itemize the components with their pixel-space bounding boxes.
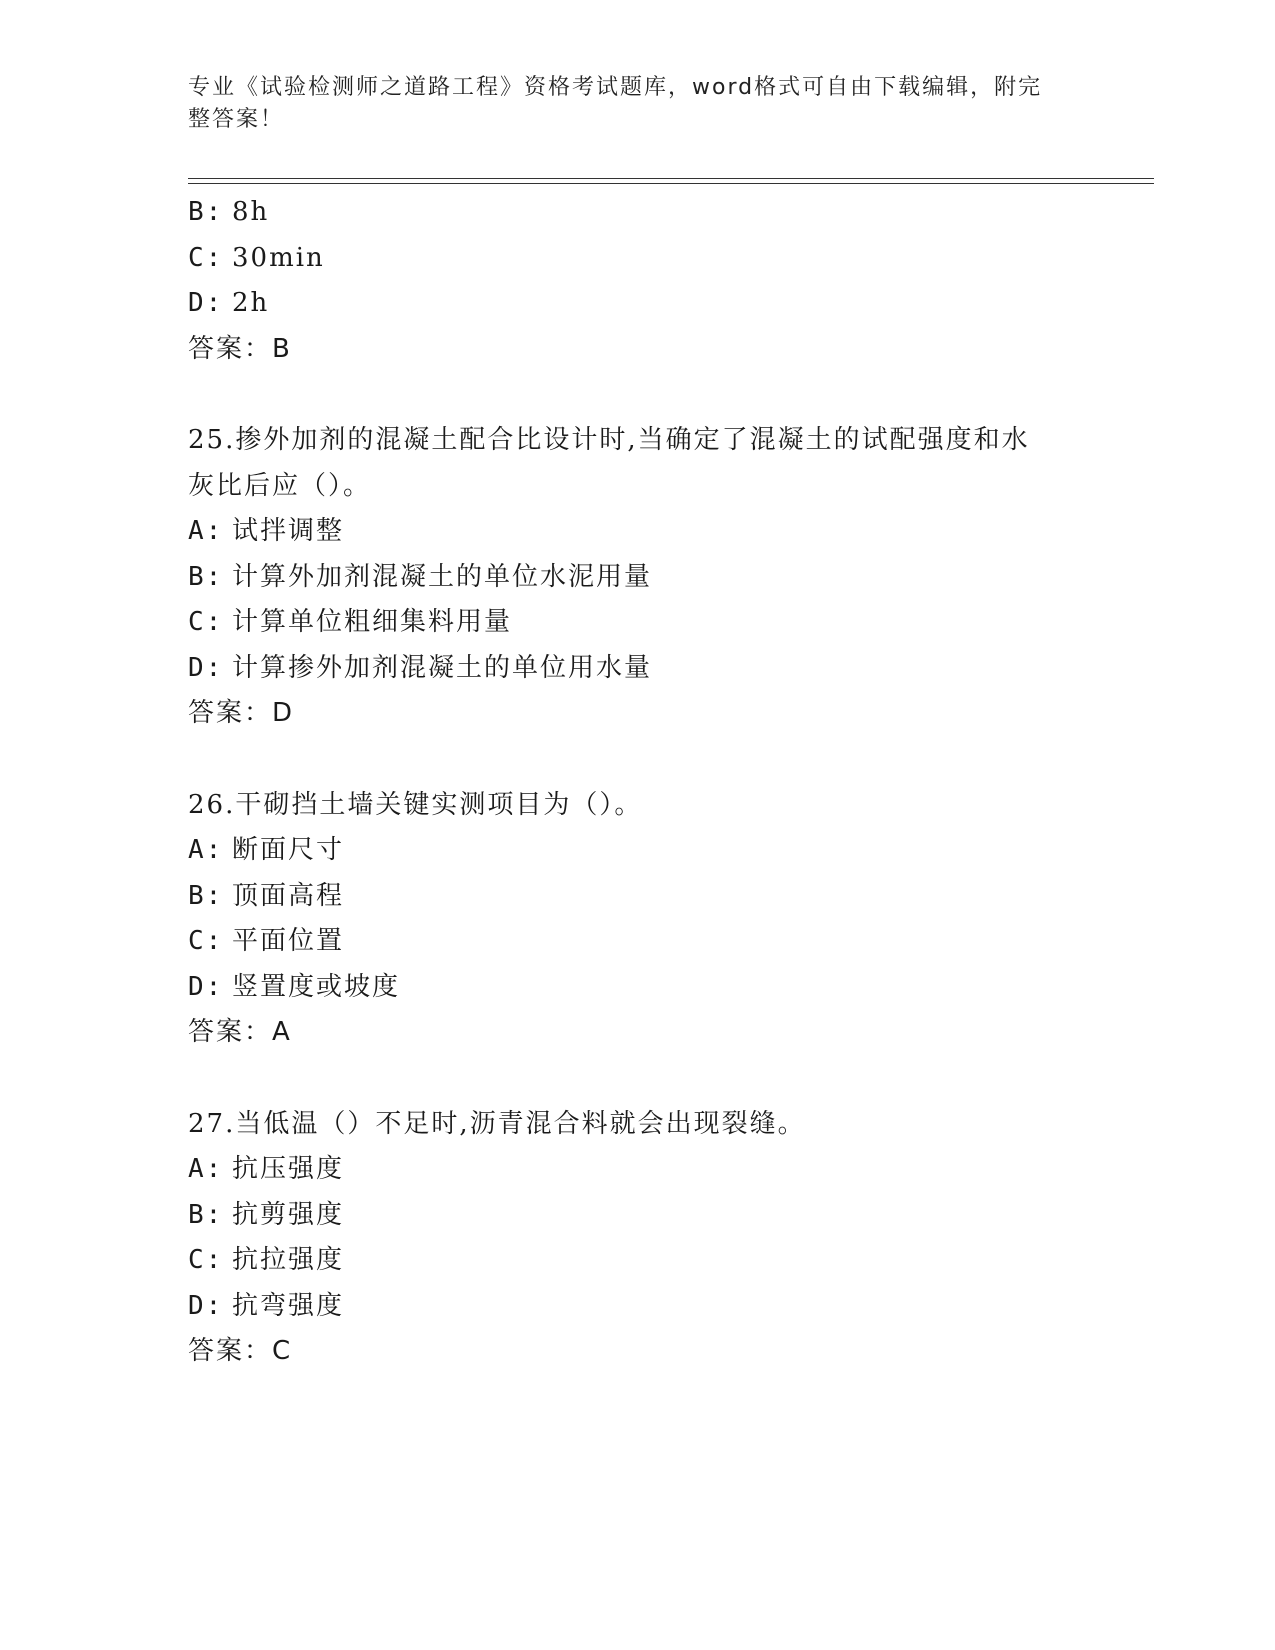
question-list — [188, 190, 1088, 1375]
answer: 答案：A — [188, 1017, 292, 1047]
header-line-2: 整答案！ — [188, 107, 285, 132]
header-divider-bottom — [188, 183, 1154, 184]
option-b — [188, 1193, 1088, 1239]
option-d — [188, 965, 1088, 1011]
option-c — [188, 600, 1088, 646]
option-text: 抗压强度 — [232, 1154, 345, 1184]
option-label: C: — [188, 242, 224, 273]
header-divider-top — [188, 178, 1154, 179]
option-d — [188, 646, 1088, 692]
option-d — [188, 1284, 1088, 1330]
option-label: D: — [188, 652, 224, 683]
option-label: D: — [188, 1290, 224, 1321]
option-text: 8h — [232, 197, 270, 227]
question-25 — [188, 418, 1088, 737]
option-d — [188, 281, 1088, 327]
option-text: 2h — [232, 288, 270, 318]
option-label: A: — [188, 1154, 224, 1184]
stem-line: 灰比后应（）。 — [188, 470, 372, 501]
stem-line: 25.掺外加剂的混凝土配合比设计时,当确定了混凝土的试配强度和水 — [188, 425, 1030, 455]
option-label: C: — [188, 607, 224, 637]
option-label: A: — [188, 835, 224, 865]
option-label: D: — [188, 971, 224, 1002]
option-text: 断面尺寸 — [232, 835, 345, 865]
option-text: 计算掺外加剂混凝土的单位用水量 — [232, 652, 653, 683]
option-b — [188, 555, 1088, 601]
answer: 答案：D — [188, 698, 295, 728]
option-a — [188, 509, 1088, 555]
option-b — [188, 874, 1088, 920]
option-text: 抗拉强度 — [232, 1245, 345, 1275]
header-line-1: 专业《试验检测师之道路工程》资格考试题库，word格式可自由下载编辑，附完 — [188, 75, 1043, 100]
question-stem — [188, 1102, 1068, 1148]
option-label: B: — [188, 1199, 224, 1230]
document-header — [188, 72, 1068, 136]
question-26 — [188, 783, 1088, 1056]
option-a — [188, 1147, 1088, 1193]
option-a — [188, 828, 1088, 874]
prev-question — [188, 190, 1088, 372]
option-text: 顶面高程 — [232, 880, 345, 911]
option-text: 抗剪强度 — [232, 1199, 345, 1230]
option-b — [188, 190, 1088, 236]
option-c — [188, 236, 1088, 282]
option-label: B: — [188, 197, 224, 227]
stem-line: 27.当低温（）不足时,沥青混合料就会出现裂缝。 — [188, 1108, 806, 1139]
option-text: 30min — [232, 242, 325, 273]
option-label: A: — [188, 516, 224, 546]
option-label: B: — [188, 880, 224, 911]
answer: 答案：C — [188, 1336, 293, 1366]
option-text: 计算外加剂混凝土的单位水泥用量 — [232, 561, 653, 592]
option-text: 试拌调整 — [232, 516, 345, 546]
option-label: B: — [188, 561, 224, 592]
option-text: 计算单位粗细集料用量 — [232, 607, 513, 637]
option-label: C: — [188, 926, 224, 956]
stem-line: 26.干砌挡土墙关键实测项目为（）。 — [188, 789, 643, 820]
question-stem — [188, 783, 1068, 829]
question-stem — [188, 418, 1068, 509]
option-label: C: — [188, 1245, 224, 1275]
option-text: 平面位置 — [232, 926, 345, 956]
option-text: 竖置度或坡度 — [232, 971, 401, 1002]
option-label: D: — [188, 288, 224, 318]
option-c — [188, 1238, 1088, 1284]
option-c — [188, 919, 1088, 965]
question-27 — [188, 1102, 1088, 1375]
option-text: 抗弯强度 — [232, 1290, 345, 1321]
answer: 答案：B — [188, 333, 292, 364]
